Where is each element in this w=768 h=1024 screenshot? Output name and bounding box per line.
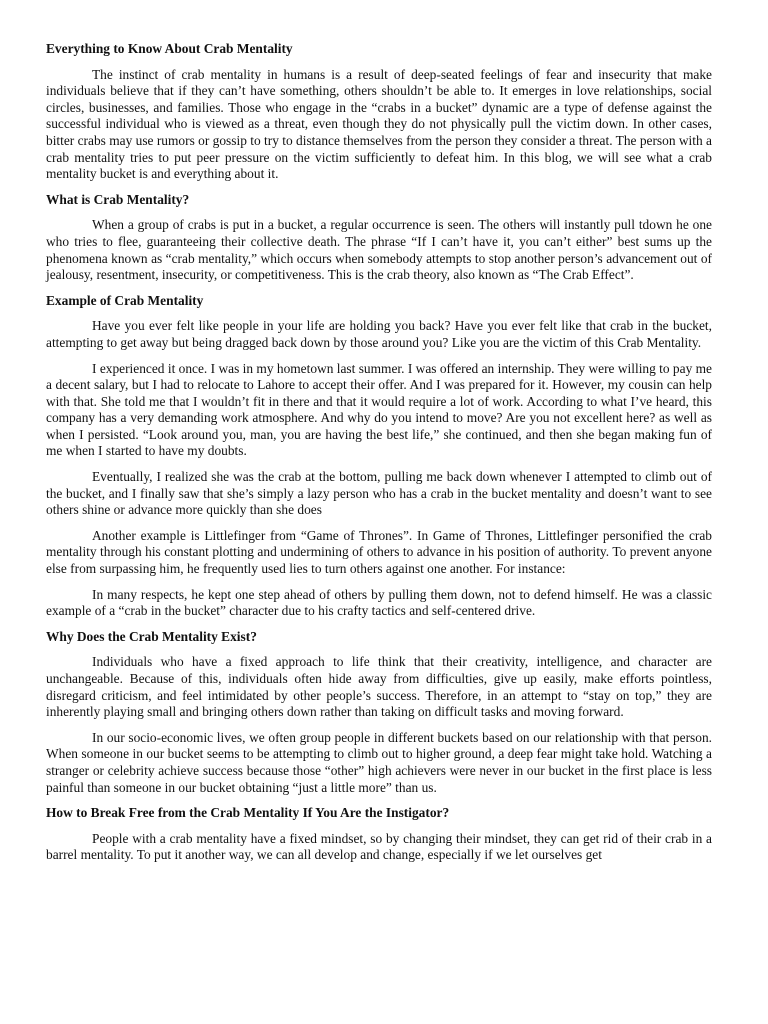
section-heading-why-exist: Why Does the Crab Mentality Exist?	[46, 628, 257, 644]
paragraph: In our socio-economic lives, we often group people in different buckets based on our relationship with that person. When someone in our bucket seems to be attempting to climb out to higher ground, a deep fear might take hold. Watching a stranger or celebrity achieve success because those “other” high achievers were never in our bucket in the first place is less painful than someone in our bucket obtaining “just a little more” than us.	[46, 729, 712, 795]
intro-paragraph: The instinct of crab mentality in humans is a result of deep-seated feelings of fear and insecurity that make individuals believe that if they can’t have something, others shouldn’t be able to. It emerges in love relationships, social circles, businesses, and families. Those who engage in the “crabs in a bucket” dynamic are a type of defense against the successful individual who is viewed as a threat, even though they do not physically pull the victim down. In other cases, bitter crabs may use rumors or gossip to try to distance themselves from the person they consider a threat. The person with a crab mentality tries to put peer pressure on the victim sufficiently to defeat him. In this blog, we will see what a crab mentality bucket is and everything about it.	[46, 66, 712, 182]
paragraph: I experienced it once. I was in my hometown last summer. I was offered an internship. They were willing to pay me a decent salary, but I had to relocate to Lahore to accept their offer. And I was prepared for it. However, my cousin can help with that. She told me that I wouldn’t fit in there and that it would require a lot of work. According to what I’ve heard, this company has a very demanding work atmosphere. And why do you intend to move? Are you not excellent here? as well as when I persisted. “Look around you, man, you are having the best life,” she continued, and then she began making fun of me when I started to have my doubts.	[46, 360, 712, 459]
section-heading-break-free: How to Break Free from the Crab Mentality If You Are the Instigator?	[46, 805, 450, 821]
section-heading-example: Example of Crab Mentality	[46, 292, 204, 308]
paragraph: People with a crab mentality have a fixed mindset, so by changing their mindset, they can get rid of their crab in a barrel mentality. To put it another way, we can all develop and change, especially if we let ourselves get	[46, 830, 712, 863]
document-page	[46, 41, 712, 873]
paragraph: Have you ever felt like people in your life are holding you back? Have you ever felt like that crab in the bucket, attempting to get away but being dragged back down by those around you? Like you are the victim of this Crab Mentality.	[46, 318, 712, 350]
paragraph: Individuals who have a fixed approach to life think that their creativity, intelligence, and character are unchangeable. Because of this, individuals often hide away from difficulties, give up easily, make efforts pointless, disregard criticism, and feel intimidated by other people’s success. Therefore, in an attempt to “stay on top,” they are inherently playing small and bringing others down rather than taking on difficult tasks and moving forward.	[46, 654, 712, 720]
paragraph: Another example is Littlefinger from “Game of Thrones”. In Game of Thrones, Littlefinger personified the crab mentality through his constant plotting and undermining of others to advance in his position of authority. To prevent anyone else from surpassing him, he frequently used lies to turn others against one another. For instance:	[46, 527, 712, 577]
paragraph: In many respects, he kept one step ahead of others by pulling them down, not to defend himself. He was a classic example of a “crab in the bucket” character due to his crafty tactics and self-centered drive.	[46, 586, 712, 619]
paragraph: Eventually, I realized she was the crab at the bottom, pulling me back down whenever I attempted to climb out of the bucket, and I finally saw that she’s simply a lazy person who has a crab in the bucket mentality and doesn’t want to see others shine or advance more quickly than she does	[46, 469, 712, 518]
section-heading-what-is: What is Crab Mentality?	[46, 191, 190, 207]
paragraph: When a group of crabs is put in a bucket, a regular occurrence is seen. The others will instantly pull tdown he one who tries to flee, guaranteeing their collective death. The phrase “If I can’t have it, you can’t either” best sums up the phenomena known as “crab mentality,” which occurs when somebody attempts to stop another person’s advancement out of jealousy, resentment, insecurity, or competitiveness. This is the crab theory, also known as “The Crab Effect”.	[46, 217, 712, 283]
document-title: Everything to Know About Crab Mentality	[46, 41, 293, 56]
